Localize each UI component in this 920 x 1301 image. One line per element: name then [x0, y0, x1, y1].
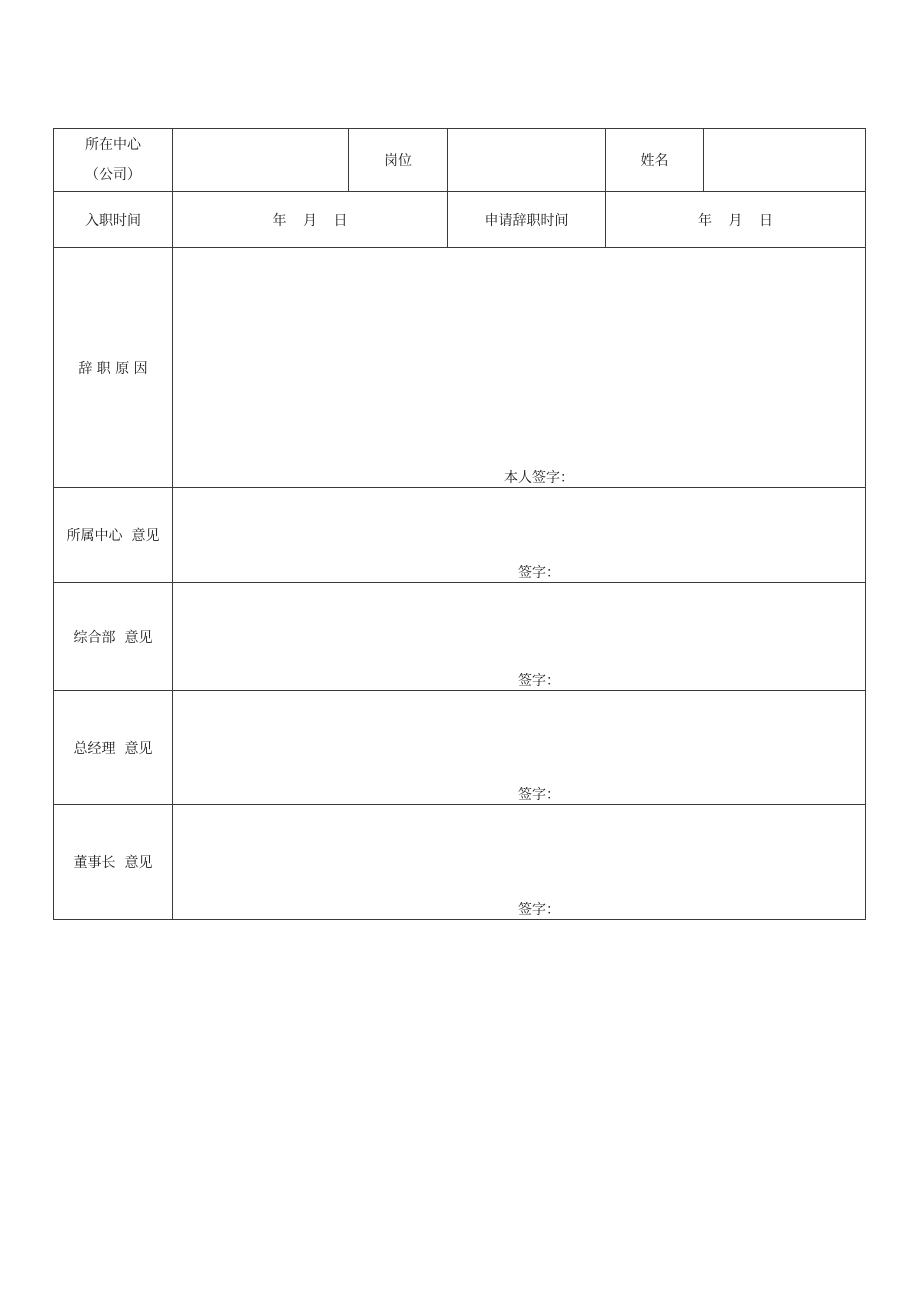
- entry-year-unit: 年: [272, 212, 287, 229]
- entry-date-label: 入职时间: [54, 192, 173, 248]
- entry-day-unit: 日: [333, 212, 348, 229]
- center-label-line2: （公司）: [85, 167, 141, 183]
- row-dates: [54, 192, 866, 248]
- reason-label-text: 辞 职 原 因: [78, 360, 148, 377]
- reason-label: [54, 248, 173, 488]
- reason-signature-label: 本人签字：: [504, 470, 574, 486]
- opinion-chairman-signature-label: 签字：: [518, 902, 560, 918]
- apply-date-cell[interactable]: [606, 192, 866, 248]
- opinion-gm-input-cell[interactable]: [173, 691, 866, 805]
- reason-input-cell[interactable]: [173, 248, 866, 488]
- center-label-line1: 所在中心: [85, 137, 141, 153]
- opinion-center-signature-line: [173, 564, 865, 582]
- apply-day-unit: 日: [758, 212, 773, 229]
- name-label: 姓名: [606, 129, 704, 192]
- position-input-cell[interactable]: [448, 129, 606, 192]
- row-opinion-admin: [54, 583, 866, 691]
- center-label-cell: [54, 129, 173, 192]
- apply-year-unit: 年: [698, 212, 713, 229]
- opinion-admin-signature-line: [173, 672, 865, 690]
- opinion-gm-signature-line: [173, 786, 865, 804]
- entry-month-unit: 月: [303, 212, 317, 229]
- row-opinion-chairman: [54, 805, 866, 920]
- opinion-admin-label: [54, 583, 173, 691]
- row-basic-info: [54, 129, 866, 192]
- opinion-chairman-label: [54, 805, 173, 920]
- name-input-cell[interactable]: [704, 129, 866, 192]
- row-opinion-gm: [54, 691, 866, 805]
- opinion-center-input-cell[interactable]: [173, 488, 866, 583]
- opinion-center-label-text: 所属中心 意见: [66, 528, 160, 544]
- opinion-gm-label-text: 总经理 意见: [73, 740, 153, 757]
- opinion-admin-signature-label: 签字：: [518, 673, 560, 689]
- resignation-form-table: [53, 128, 866, 920]
- opinion-center-signature-label: 签字：: [518, 565, 560, 581]
- opinion-gm-signature-label: 签字：: [518, 787, 560, 803]
- opinion-chairman-input-cell[interactable]: [173, 805, 866, 920]
- opinion-admin-input-cell[interactable]: [173, 583, 866, 691]
- opinion-center-label: [54, 488, 173, 583]
- row-opinion-center: [54, 488, 866, 583]
- row-reason: [54, 248, 866, 488]
- opinion-admin-label-text: 综合部 意见: [73, 629, 153, 646]
- apply-month-unit: 月: [728, 212, 743, 229]
- opinion-chairman-label-text: 董事长 意见: [73, 855, 153, 871]
- position-label: 岗位: [349, 129, 448, 192]
- reason-signature-line: [173, 469, 865, 487]
- center-input-cell[interactable]: [173, 129, 349, 192]
- apply-date-label: 申请辞职时间: [448, 192, 606, 248]
- opinion-chairman-signature-line: [173, 901, 865, 919]
- entry-date-cell[interactable]: [173, 192, 448, 248]
- opinion-gm-label: [54, 691, 173, 805]
